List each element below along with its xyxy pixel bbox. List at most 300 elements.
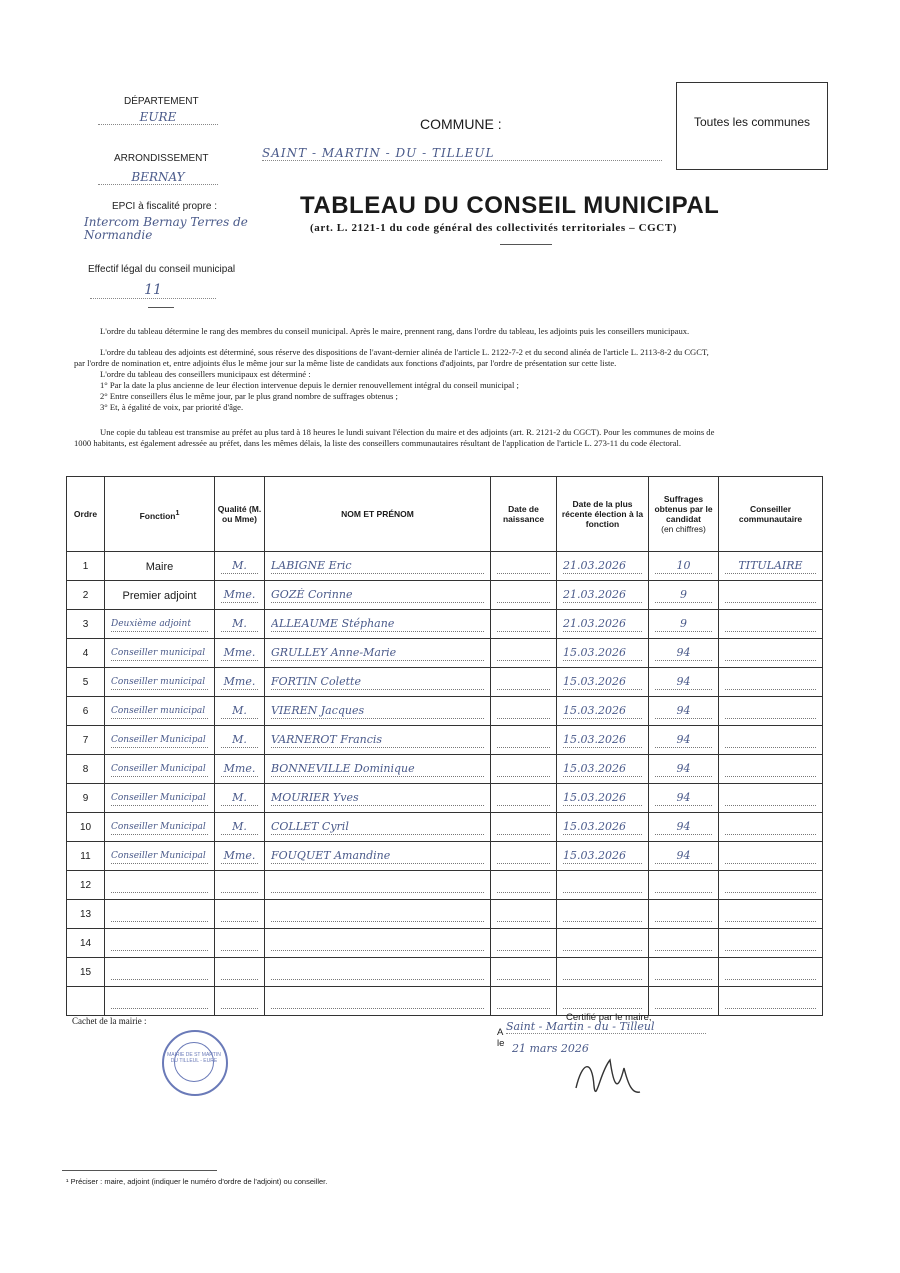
nom-value <box>271 921 484 922</box>
cell-fonction <box>105 755 215 784</box>
communautaire-value <box>725 834 816 835</box>
communautaire-value <box>725 602 816 603</box>
cell-naissance <box>491 552 557 581</box>
table-row <box>67 958 823 987</box>
cell-fonction <box>105 900 215 929</box>
cell-election <box>557 929 649 958</box>
cell-suffrages <box>649 755 719 784</box>
para-5: 2° Entre conseillers élus le même jour, par le plus grand nombre de suffrages obtenus ; <box>100 391 398 401</box>
cell-qualite <box>215 900 265 929</box>
para-7b: 1000 habitants, est également adressée au préfet, dans les mêmes délais, la liste des conseillers communautaires résultant de l'application de l'article L. 273-11 du code électoral. <box>74 438 681 448</box>
cell-naissance <box>491 639 557 668</box>
cell-ordre: 12 <box>67 871 105 900</box>
table-row <box>67 639 823 668</box>
fonction-value: Conseiller Municipal <box>111 820 208 835</box>
election-value: 15.03.2026 <box>563 849 642 864</box>
cell-qualite <box>215 958 265 987</box>
communautaire-value <box>725 805 816 806</box>
cell-fonction <box>105 987 215 1016</box>
naissance-value <box>497 834 550 835</box>
cell-nom <box>265 755 491 784</box>
cell-ordre: 2 <box>67 581 105 610</box>
election-value: 21.03.2026 <box>563 559 642 574</box>
communautaire-value <box>725 863 816 864</box>
cell-qualite <box>215 697 265 726</box>
table-row <box>67 755 823 784</box>
cell-communautaire <box>719 929 823 958</box>
nom-value: ALLEAUME Stéphane <box>271 617 484 632</box>
suffrages-value: 94 <box>655 704 712 719</box>
cell-fonction <box>105 813 215 842</box>
col-communautaire: Conseiller communautaire <box>719 477 823 552</box>
nom-value <box>271 892 484 893</box>
para-7a: Une copie du tableau est transmise au préfet au plus tard à 18 heures le lundi suivant l'élection du maire et des adjoints (art. R. 2121-2 du CGCT). Pour les communes de moins de <box>100 427 715 437</box>
nom-value: BONNEVILLE Dominique <box>271 762 484 777</box>
naissance-value <box>497 921 550 922</box>
fonction-value <box>111 1008 208 1009</box>
election-value: 15.03.2026 <box>563 820 642 835</box>
col-fonction-label: Fonction <box>139 510 176 521</box>
table-row <box>67 726 823 755</box>
cell-election <box>557 784 649 813</box>
cell-qualite <box>215 813 265 842</box>
election-value: 15.03.2026 <box>563 646 642 661</box>
col-election: Date de la plus récente élection à la fonction <box>557 477 649 552</box>
cell-nom <box>265 552 491 581</box>
fonction-value: Conseiller Municipal <box>111 762 208 777</box>
naissance-value <box>497 689 550 690</box>
election-value: 15.03.2026 <box>563 762 642 777</box>
cell-nom <box>265 639 491 668</box>
cell-communautaire <box>719 900 823 929</box>
cell-communautaire <box>719 871 823 900</box>
cell-communautaire <box>719 610 823 639</box>
table-row <box>67 929 823 958</box>
para-1: L'ordre du tableau détermine le rang des membres du conseil municipal. Après le maire, prennent rang, dans l'ordre du tableau, les adjoints puis les conseillers municipaux. <box>100 326 690 336</box>
departement-value: EURE <box>98 110 218 125</box>
commune-value: SAINT - MARTIN - DU - TILLEUL <box>262 146 662 161</box>
table-row <box>67 581 823 610</box>
qualite-value: Mme. <box>221 675 258 690</box>
election-value <box>563 921 642 922</box>
cell-nom <box>265 929 491 958</box>
cachet-label: Cachet de la mairie : <box>72 1016 147 1026</box>
cell-ordre: 7 <box>67 726 105 755</box>
cell-communautaire <box>719 842 823 871</box>
election-value: 15.03.2026 <box>563 704 642 719</box>
cell-nom <box>265 842 491 871</box>
qualite-value: Mme. <box>221 646 258 661</box>
cell-ordre: 1 <box>67 552 105 581</box>
qualite-value: Mme. <box>221 762 258 777</box>
naissance-value <box>497 1008 550 1009</box>
col-nom: NOM ET PRÉNOM <box>265 477 491 552</box>
nom-value <box>271 979 484 980</box>
cell-election <box>557 958 649 987</box>
cell-communautaire <box>719 987 823 1016</box>
cell-qualite <box>215 871 265 900</box>
cell-ordre: 15 <box>67 958 105 987</box>
col-suffrages <box>649 477 719 552</box>
cell-fonction <box>105 929 215 958</box>
effectif-value: 11 <box>90 282 216 299</box>
cell-naissance <box>491 842 557 871</box>
election-value: 15.03.2026 <box>563 675 642 690</box>
fonction-value <box>111 950 208 951</box>
cell-election <box>557 697 649 726</box>
table-row <box>67 784 823 813</box>
cell-naissance <box>491 697 557 726</box>
qualite-value: M. <box>221 559 258 574</box>
cell-election <box>557 726 649 755</box>
cell-nom <box>265 610 491 639</box>
qualite-value: Mme. <box>221 588 258 603</box>
suffrages-value <box>655 979 712 980</box>
cell-suffrages <box>649 639 719 668</box>
para-6: 3° Et, à égalité de voix, par priorité d'âge. <box>100 402 244 412</box>
cell-ordre: 8 <box>67 755 105 784</box>
cell-fonction <box>105 697 215 726</box>
cell-communautaire <box>719 784 823 813</box>
cell-communautaire <box>719 697 823 726</box>
cell-qualite <box>215 639 265 668</box>
qualite-value <box>221 979 258 980</box>
suffrages-value: 94 <box>655 733 712 748</box>
table-header-row <box>67 477 823 552</box>
election-value: 21.03.2026 <box>563 617 642 632</box>
suffrages-value <box>655 892 712 893</box>
para-4: 1° Par la date la plus ancienne de leur élection intervenue depuis le dernier renouvellement intégral du conseil municipal ; <box>100 380 519 390</box>
naissance-value <box>497 602 550 603</box>
nom-value: MOURIER Yves <box>271 791 484 806</box>
suffrages-value: 94 <box>655 791 712 806</box>
cell-naissance <box>491 929 557 958</box>
table-row <box>67 842 823 871</box>
cell-suffrages <box>649 929 719 958</box>
fonction-value: Conseiller municipal <box>111 646 208 661</box>
table-row <box>67 871 823 900</box>
fonction-value <box>111 921 208 922</box>
departement-label: DÉPARTEMENT <box>124 96 199 107</box>
cell-naissance <box>491 900 557 929</box>
cell-suffrages <box>649 668 719 697</box>
col-fonction-footnote-ref: 1 <box>175 508 180 517</box>
election-value: 15.03.2026 <box>563 791 642 806</box>
cell-communautaire <box>719 755 823 784</box>
col-qualite: Qualité (M. ou Mme) <box>215 477 265 552</box>
communautaire-value <box>725 921 816 922</box>
qualite-value: M. <box>221 820 258 835</box>
election-value <box>563 1008 642 1009</box>
communautaire-value: TITULAIRE <box>725 559 816 574</box>
cell-nom <box>265 581 491 610</box>
cell-ordre: 11 <box>67 842 105 871</box>
le-label: le <box>497 1038 505 1049</box>
page-title: TABLEAU DU CONSEIL MUNICIPAL <box>300 192 720 219</box>
para-3: L'ordre du tableau des conseillers municipaux est déterminé : <box>100 369 311 379</box>
cell-fonction <box>105 581 215 610</box>
naissance-value <box>497 979 550 980</box>
fonction-value: Maire <box>145 561 174 573</box>
qualite-value <box>221 950 258 951</box>
cell-naissance <box>491 610 557 639</box>
naissance-value <box>497 660 550 661</box>
fonction-value <box>111 892 208 893</box>
epci-label: EPCI à fiscalité propre : <box>112 201 218 212</box>
cell-election <box>557 639 649 668</box>
qualite-value: M. <box>221 617 258 632</box>
cell-nom <box>265 784 491 813</box>
cell-naissance <box>491 987 557 1016</box>
cell-ordre: 10 <box>67 813 105 842</box>
cell-suffrages <box>649 900 719 929</box>
cell-suffrages <box>649 697 719 726</box>
election-value <box>563 950 642 951</box>
effectif-label: Effectif légal du conseil municipal <box>88 264 236 275</box>
cell-naissance <box>491 581 557 610</box>
naissance-value <box>497 718 550 719</box>
naissance-value <box>497 747 550 748</box>
table-row <box>67 552 823 581</box>
cell-ordre: 4 <box>67 639 105 668</box>
suffrages-value <box>655 1008 712 1009</box>
cell-ordre: 5 <box>67 668 105 697</box>
cell-nom <box>265 813 491 842</box>
cell-naissance <box>491 958 557 987</box>
communautaire-value <box>725 747 816 748</box>
communautaire-value <box>725 776 816 777</box>
naissance-value <box>497 950 550 951</box>
cell-qualite <box>215 552 265 581</box>
cell-fonction <box>105 958 215 987</box>
cell-communautaire <box>719 552 823 581</box>
naissance-value <box>497 892 550 893</box>
cell-qualite <box>215 987 265 1016</box>
suffrages-value: 94 <box>655 646 712 661</box>
cell-communautaire <box>719 958 823 987</box>
communautaire-value <box>725 979 816 980</box>
arrondissement-value: BERNAY <box>98 170 218 185</box>
cell-nom <box>265 871 491 900</box>
election-value <box>563 892 642 893</box>
cell-qualite <box>215 842 265 871</box>
suffrages-value: 94 <box>655 820 712 835</box>
cell-fonction <box>105 552 215 581</box>
fonction-value: Conseiller Municipal <box>111 849 208 864</box>
qualite-value <box>221 892 258 893</box>
cell-ordre: 14 <box>67 929 105 958</box>
naissance-value <box>497 573 550 574</box>
nom-value: VARNEROT Francis <box>271 733 484 748</box>
nom-value: GOZÉ Corinne <box>271 588 484 603</box>
communautaire-value <box>725 718 816 719</box>
cell-nom <box>265 668 491 697</box>
nom-value: LABIGNE Eric <box>271 559 484 574</box>
cell-suffrages <box>649 958 719 987</box>
communautaire-value <box>725 631 816 632</box>
nom-value: FOUQUET Amandine <box>271 849 484 864</box>
nom-value: COLLET Cyril <box>271 820 484 835</box>
cell-nom <box>265 900 491 929</box>
cell-communautaire <box>719 639 823 668</box>
cell-qualite <box>215 755 265 784</box>
fonction-value: Premier adjoint <box>122 590 197 602</box>
nom-value: FORTIN Colette <box>271 675 484 690</box>
fonction-value: Conseiller municipal <box>111 675 208 690</box>
naissance-value <box>497 805 550 806</box>
para-2a: L'ordre du tableau des adjoints est déterminé, sous réserve des dispositions de l'avant-dernier alinéa de l'article L. 2122-7-2 et du second alinéa de l'article L. 2113-8-2 du CGCT, <box>100 347 709 357</box>
nom-value: VIEREN Jacques <box>271 704 484 719</box>
election-value: 15.03.2026 <box>563 733 642 748</box>
seal-text: MAIRIE DE ST MARTIN DU TILLEUL - EURE <box>167 1052 221 1064</box>
table-row <box>67 610 823 639</box>
page-subtitle: (art. L. 2121-1 du code général des collectivités territoriales – CGCT) <box>310 222 678 234</box>
fonction-value: Conseiller Municipal <box>111 733 208 748</box>
epci-value: Intercom Bernay Terres de Normandie <box>84 215 248 242</box>
cell-election <box>557 755 649 784</box>
cell-suffrages <box>649 552 719 581</box>
table-row <box>67 813 823 842</box>
footnote: ¹ Préciser : maire, adjoint (indiquer le numéro d'ordre de l'adjoint) ou conseiller. <box>66 1177 328 1186</box>
naissance-value <box>497 863 550 864</box>
naissance-value <box>497 776 550 777</box>
le-value: 21 mars 2026 <box>512 1042 589 1055</box>
communautaire-value <box>725 689 816 690</box>
conseil-table <box>66 476 823 1016</box>
cell-qualite <box>215 610 265 639</box>
election-value <box>563 979 642 980</box>
cell-suffrages <box>649 581 719 610</box>
cell-election <box>557 842 649 871</box>
suffrages-value: 10 <box>655 559 712 574</box>
cell-suffrages <box>649 842 719 871</box>
table-row <box>67 987 823 1016</box>
certifie-label: Certifié par le maire, <box>566 1012 652 1023</box>
col-suffrages-sub: (en chiffres) <box>661 524 706 534</box>
cell-ordre <box>67 987 105 1016</box>
cell-ordre: 3 <box>67 610 105 639</box>
a-label: A <box>497 1027 504 1038</box>
cell-election <box>557 581 649 610</box>
arrondissement-label: ARRONDISSEMENT <box>114 153 209 164</box>
communautaire-value <box>725 950 816 951</box>
naissance-value <box>497 631 550 632</box>
qualite-value <box>221 1008 258 1009</box>
communautaire-value <box>725 892 816 893</box>
cell-qualite <box>215 668 265 697</box>
qualite-value: Mme. <box>221 849 258 864</box>
cell-nom <box>265 697 491 726</box>
suffrages-value <box>655 950 712 951</box>
cell-election <box>557 552 649 581</box>
suffrages-value <box>655 921 712 922</box>
cell-naissance <box>491 813 557 842</box>
para-2b: par l'ordre de nomination et, entre adjoints élus le même jour sur la même liste de candidats aux fonctions d'adjoints, par l'ordre de présentation sur cette liste. <box>74 358 617 368</box>
communes-box <box>676 82 828 170</box>
cell-naissance <box>491 755 557 784</box>
qualite-value: M. <box>221 791 258 806</box>
separator <box>148 307 174 308</box>
cell-suffrages <box>649 726 719 755</box>
instructions <box>74 326 834 449</box>
cell-election <box>557 668 649 697</box>
communautaire-value <box>725 660 816 661</box>
table-row <box>67 697 823 726</box>
cell-fonction <box>105 784 215 813</box>
cell-suffrages <box>649 871 719 900</box>
cell-ordre: 6 <box>67 697 105 726</box>
mayor-signature <box>570 1048 650 1108</box>
box-text: Toutes les communes <box>693 115 811 129</box>
cell-qualite <box>215 929 265 958</box>
cell-qualite <box>215 784 265 813</box>
nom-value <box>271 1008 484 1009</box>
cell-fonction <box>105 871 215 900</box>
footnote-rule <box>62 1170 217 1171</box>
col-ordre: Ordre <box>67 477 105 552</box>
col-naissance: Date de naissance <box>491 477 557 552</box>
cell-election <box>557 871 649 900</box>
qualite-value <box>221 921 258 922</box>
cell-election <box>557 610 649 639</box>
fonction-value: Conseiller municipal <box>111 704 208 719</box>
cell-communautaire <box>719 668 823 697</box>
suffrages-value: 94 <box>655 762 712 777</box>
cell-suffrages <box>649 610 719 639</box>
cell-suffrages <box>649 987 719 1016</box>
cell-qualite <box>215 581 265 610</box>
cell-communautaire <box>719 581 823 610</box>
cell-fonction <box>105 726 215 755</box>
cell-nom <box>265 987 491 1016</box>
cell-fonction <box>105 842 215 871</box>
fonction-value: Deuxième adjoint <box>111 617 208 632</box>
qualite-value: M. <box>221 704 258 719</box>
suffrages-value: 94 <box>655 849 712 864</box>
cell-naissance <box>491 668 557 697</box>
cell-ordre: 9 <box>67 784 105 813</box>
fonction-value: Conseiller Municipal <box>111 791 208 806</box>
a-value: Saint - Martin - du - Tilleul <box>506 1020 706 1034</box>
nom-value <box>271 950 484 951</box>
cell-election <box>557 813 649 842</box>
table-body <box>67 552 823 1016</box>
cell-communautaire <box>719 726 823 755</box>
communautaire-value <box>725 1008 816 1009</box>
fonction-value <box>111 979 208 980</box>
cell-fonction <box>105 610 215 639</box>
nom-value: GRULLEY Anne-Marie <box>271 646 484 661</box>
suffrages-value: 94 <box>655 675 712 690</box>
cell-naissance <box>491 726 557 755</box>
table-row <box>67 900 823 929</box>
cell-communautaire <box>719 813 823 842</box>
qualite-value: M. <box>221 733 258 748</box>
commune-label: COMMUNE : <box>420 116 502 132</box>
cell-fonction <box>105 639 215 668</box>
cell-election <box>557 900 649 929</box>
cell-fonction <box>105 668 215 697</box>
cell-ordre: 13 <box>67 900 105 929</box>
cell-qualite <box>215 726 265 755</box>
cell-naissance <box>491 871 557 900</box>
cell-suffrages <box>649 813 719 842</box>
table-row <box>67 668 823 697</box>
cell-nom <box>265 726 491 755</box>
col-suffrages-label: Suffrages obtenus par le candidat <box>654 494 713 524</box>
election-value: 21.03.2026 <box>563 588 642 603</box>
cell-suffrages <box>649 784 719 813</box>
